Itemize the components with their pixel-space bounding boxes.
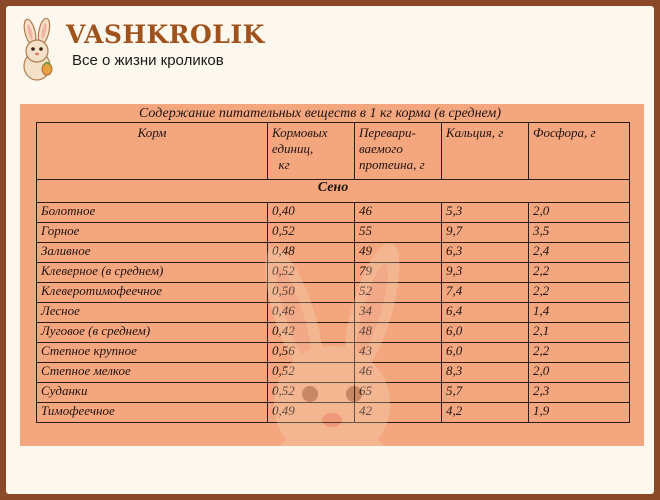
- cell-feed-units: 0,52: [268, 363, 355, 383]
- table-row: [37, 283, 630, 303]
- cell-feed-name: Лесное: [37, 303, 268, 323]
- cell-calcium: 5,7: [442, 383, 529, 403]
- cell-digestible-protein: 48: [355, 323, 442, 343]
- table-row: [37, 243, 630, 263]
- cell-calcium: 4,2: [442, 403, 529, 423]
- table-caption: Содержание питательных веществ в 1 кг корма (в среднем): [138, 106, 502, 121]
- cell-phosphorus: 2,0: [529, 363, 630, 383]
- site-header: [6, 6, 654, 96]
- cell-feed-units: 0,52: [268, 223, 355, 243]
- cell-digestible-protein: 65: [355, 383, 442, 403]
- section-row: [37, 180, 630, 203]
- cell-digestible-protein: 79: [355, 263, 442, 283]
- cell-feed-units: 0,50: [268, 283, 355, 303]
- cell-feed-name: Луговое (в среднем): [37, 323, 268, 343]
- cell-feed-name: Тимофеечное: [37, 403, 268, 423]
- cell-phosphorus: 1,9: [529, 403, 630, 423]
- cell-feed-name: Клеверное (в среднем): [37, 263, 268, 283]
- cell-feed-units: 0,40: [268, 203, 355, 223]
- cell-calcium: 9,3: [442, 263, 529, 283]
- cell-calcium: 6,0: [442, 323, 529, 343]
- column-header-protein: Перевари- ваемого протеина, г: [355, 123, 442, 180]
- cell-phosphorus: 2,2: [529, 343, 630, 363]
- cell-feed-name: Степное мелкое: [37, 363, 268, 383]
- cell-feed-units: 0,52: [268, 263, 355, 283]
- table-row: [37, 223, 630, 243]
- site-brand[interactable]: VASHKROLIK: [66, 20, 265, 49]
- cell-calcium: 8,3: [442, 363, 529, 383]
- cell-phosphorus: 2,2: [529, 283, 630, 303]
- table-row: [37, 203, 630, 223]
- cell-feed-name: Степное крупное: [37, 343, 268, 363]
- cell-calcium: 6,3: [442, 243, 529, 263]
- nutrition-table: [36, 122, 630, 423]
- cell-phosphorus: 2,4: [529, 243, 630, 263]
- cell-feed-units: 0,56: [268, 343, 355, 363]
- cell-calcium: 6,4: [442, 303, 529, 323]
- cell-calcium: 7,4: [442, 283, 529, 303]
- table-row: [37, 363, 630, 383]
- cell-feed-name: Суданки: [37, 383, 268, 403]
- cell-feed-units: 0,46: [268, 303, 355, 323]
- cell-digestible-protein: 55: [355, 223, 442, 243]
- cell-digestible-protein: 46: [355, 203, 442, 223]
- column-header-feed: Корм: [37, 123, 268, 180]
- table-row: [37, 403, 630, 423]
- cell-feed-name: Горное: [37, 223, 268, 243]
- page-frame: [6, 6, 654, 494]
- cell-phosphorus: 2,1: [529, 323, 630, 343]
- cell-feed-name: Болотное: [37, 203, 268, 223]
- cell-digestible-protein: 43: [355, 343, 442, 363]
- cell-calcium: 5,3: [442, 203, 529, 223]
- bunny-logo-icon[interactable]: [16, 18, 60, 82]
- cell-phosphorus: 2,0: [529, 203, 630, 223]
- site-tagline: Все о жизни кроликов: [72, 52, 224, 69]
- cell-digestible-protein: 34: [355, 303, 442, 323]
- cell-digestible-protein: 46: [355, 363, 442, 383]
- column-header-calcium: Кальция, г: [442, 123, 529, 180]
- column-header-feed-units: Кормовых единиц, кг: [268, 123, 355, 180]
- cell-feed-units: 0,42: [268, 323, 355, 343]
- cell-feed-units: 0,49: [268, 403, 355, 423]
- cell-phosphorus: 2,2: [529, 263, 630, 283]
- cell-digestible-protein: 52: [355, 283, 442, 303]
- cell-calcium: 9,7: [442, 223, 529, 243]
- table-row: [37, 303, 630, 323]
- cell-feed-units: 0,48: [268, 243, 355, 263]
- cell-phosphorus: 1,4: [529, 303, 630, 323]
- cell-feed-name: Клеверотимофеечное: [37, 283, 268, 303]
- cell-digestible-protein: 42: [355, 403, 442, 423]
- column-header-phosphorus: Фосфора, г: [529, 123, 630, 180]
- cell-phosphorus: 2,3: [529, 383, 630, 403]
- table-header-row: [37, 123, 630, 180]
- cell-calcium: 6,0: [442, 343, 529, 363]
- table-sheet: [20, 104, 644, 446]
- table-row: [37, 263, 630, 283]
- cell-phosphorus: 3,5: [529, 223, 630, 243]
- cell-feed-name: Заливное: [37, 243, 268, 263]
- table-row: [37, 323, 630, 343]
- table-row: [37, 343, 630, 363]
- table-row: [37, 383, 630, 403]
- cell-digestible-protein: 49: [355, 243, 442, 263]
- cell-feed-units: 0,52: [268, 383, 355, 403]
- section-title: Сено: [37, 180, 630, 203]
